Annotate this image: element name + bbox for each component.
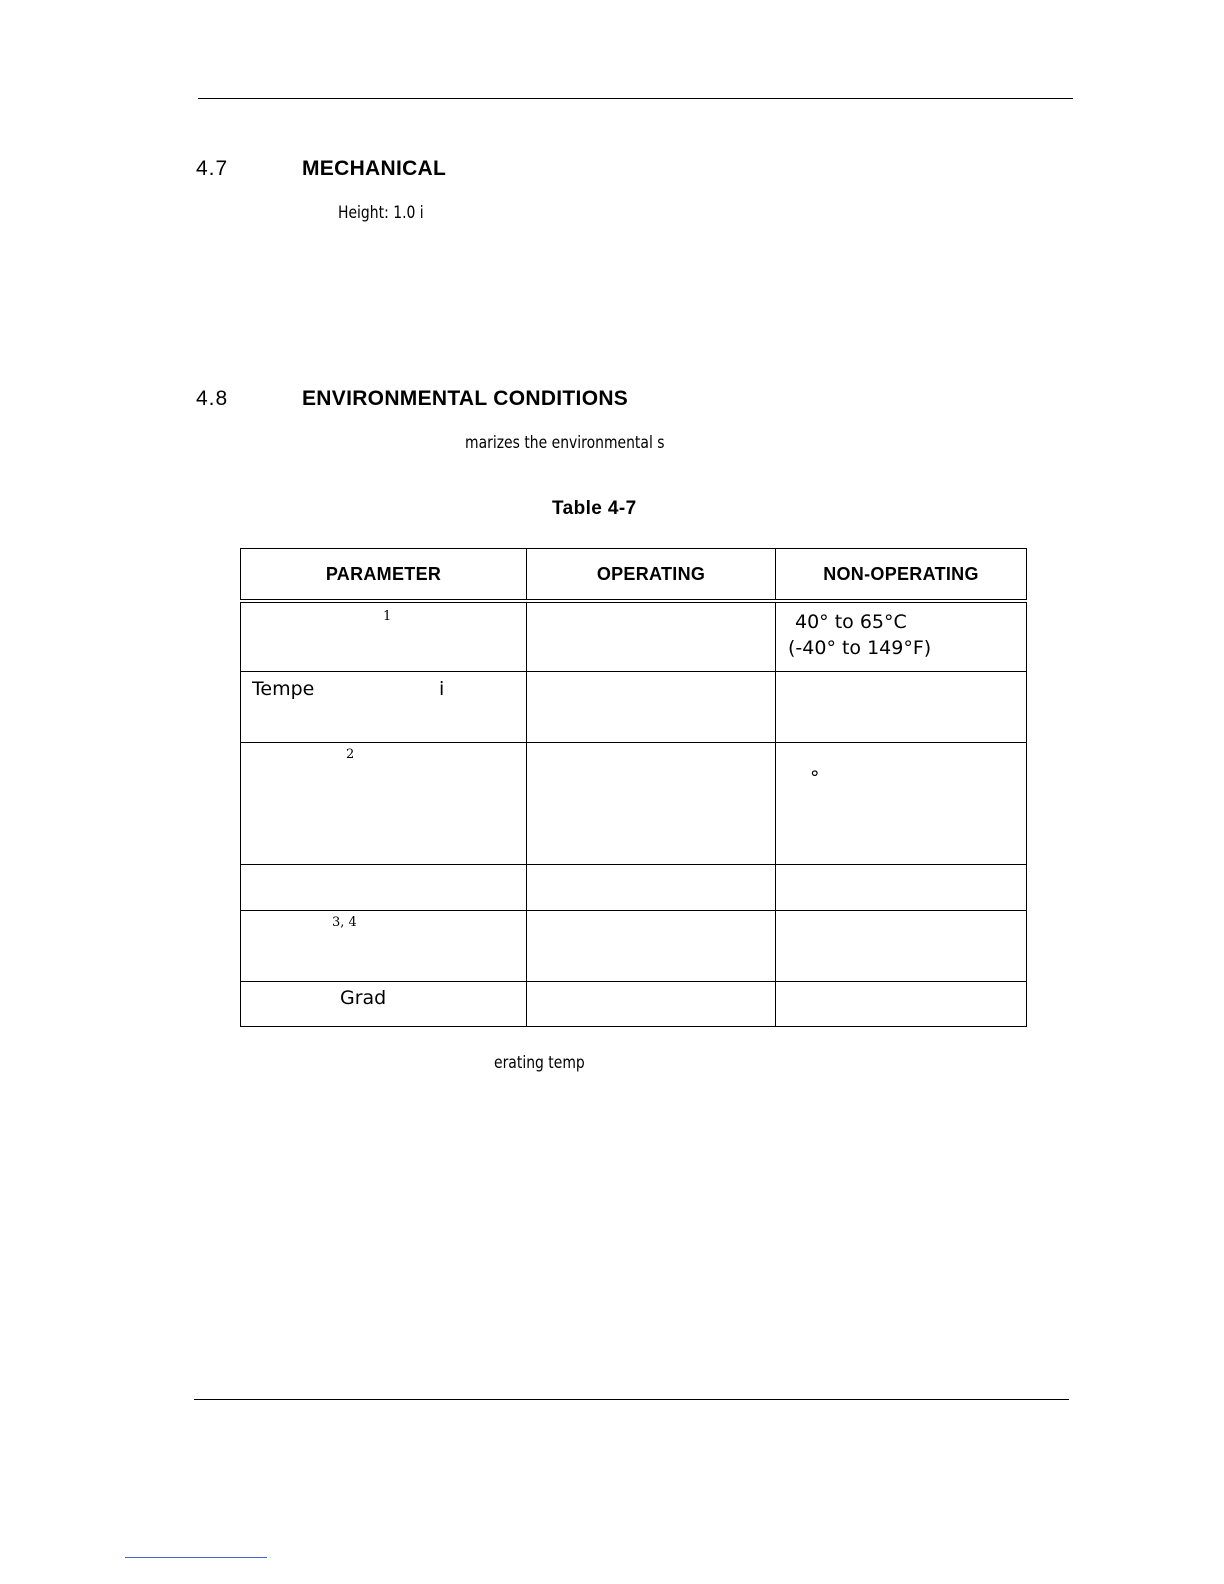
section-number: 4.8 — [196, 387, 229, 410]
table-row — [241, 742, 1027, 864]
operating-cell — [527, 742, 776, 864]
operating-cell — [527, 671, 776, 742]
non-operating-cell — [776, 601, 1027, 671]
parameter-cell — [241, 864, 527, 910]
parameter-cell — [241, 742, 527, 864]
column-header-non-operating: NON-OPERATING — [776, 549, 1027, 602]
section-number: 4.7 — [196, 157, 229, 180]
non-operating-cell — [776, 981, 1027, 1026]
parameter-value: Grad — [340, 986, 387, 1009]
header-rule — [198, 98, 1073, 99]
section-title: ENVIRONMENTAL CONDITIONS — [302, 387, 629, 410]
operating-cell — [527, 864, 776, 910]
non-operating-value-line2: (-40° to 149°F) — [788, 637, 932, 659]
mechanical-paragraph: Height: 1.0 i — [338, 203, 424, 223]
table-footnote: erating temp — [494, 1053, 585, 1073]
table-row — [241, 864, 1027, 910]
non-operating-cell — [776, 910, 1027, 981]
operating-cell — [527, 910, 776, 981]
table-row — [241, 981, 1027, 1026]
section-title: MECHANICAL — [302, 157, 447, 180]
environmental-paragraph: marizes the environmental s — [465, 433, 665, 453]
column-header-operating: OPERATING — [527, 549, 776, 602]
operating-cell — [527, 981, 776, 1026]
footnote-marker: 3, 4 — [332, 914, 357, 930]
parameter-cell — [241, 981, 527, 1026]
non-operating-value-line1: 40° to 65°C — [795, 611, 907, 633]
parameter-cell — [241, 671, 527, 742]
column-header-parameter: PARAMETER — [241, 549, 527, 602]
footnote-marker: 1 — [383, 609, 392, 624]
parameter-cell — [241, 601, 527, 671]
table-row — [241, 910, 1027, 981]
table-header-row — [241, 549, 1027, 602]
table-row — [241, 601, 1027, 671]
non-operating-cell — [776, 671, 1027, 742]
non-operating-value: ° — [810, 766, 820, 789]
table-caption: Table 4-7 — [552, 498, 637, 519]
environmental-table — [240, 548, 1027, 1027]
footer-link-underline — [125, 1557, 267, 1558]
operating-cell — [527, 601, 776, 671]
non-operating-cell — [776, 742, 1027, 864]
footer-rule — [194, 1399, 1069, 1400]
non-operating-cell — [776, 864, 1027, 910]
parameter-cell — [241, 910, 527, 981]
table-row — [241, 671, 1027, 742]
parameter-value-tail: i — [439, 677, 445, 700]
parameter-value: Tempe — [252, 677, 315, 700]
footnote-marker: 2 — [346, 746, 355, 762]
